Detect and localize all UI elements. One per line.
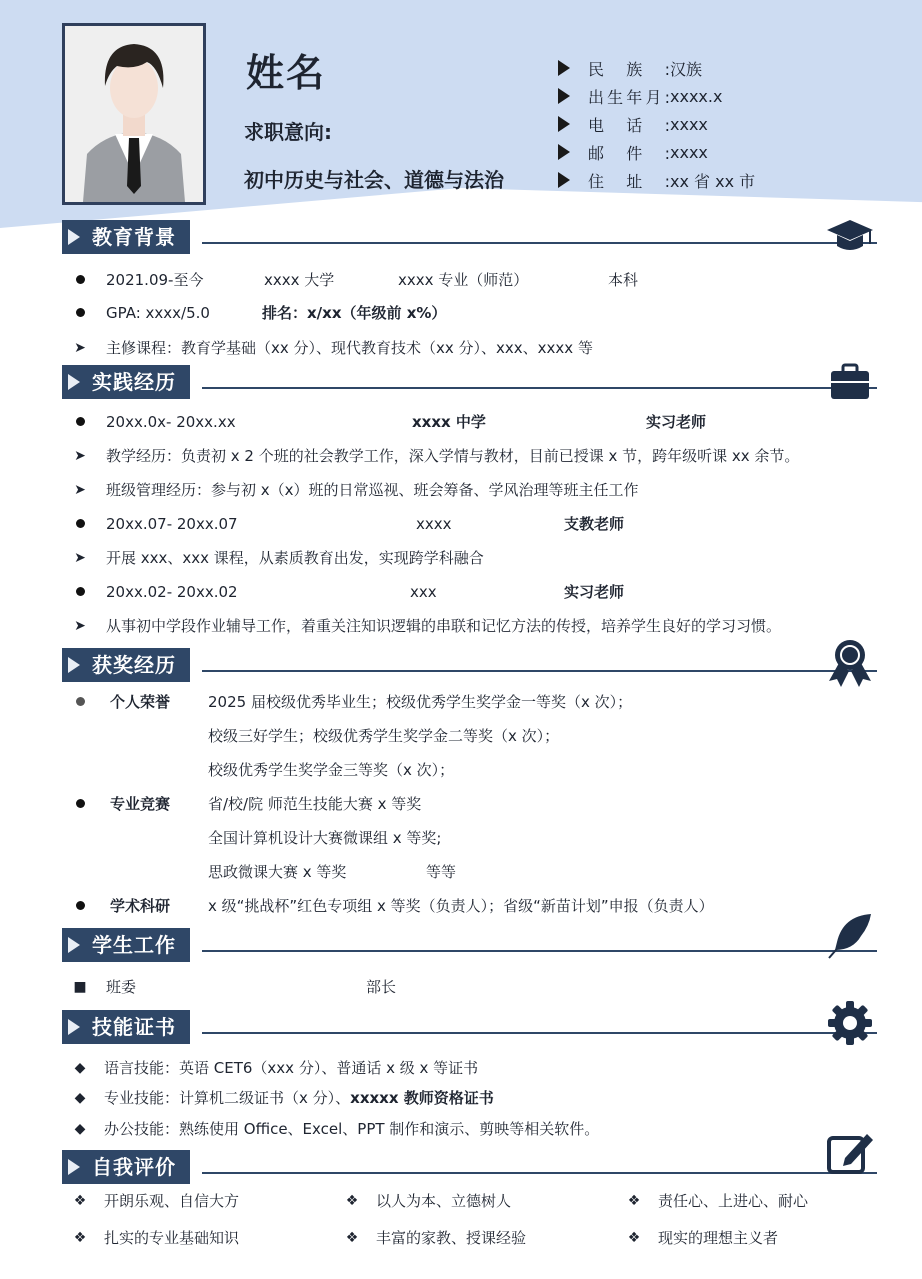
section-title: 自我评价 [62,1150,190,1184]
section-skills [62,1010,877,1044]
feather-icon [825,910,875,960]
section-divider [202,1032,877,1034]
info-row [558,54,898,82]
section-title: 学生工作 [62,928,190,962]
award-item: x 级“挑战杯”红色专项组 x 等奖（负责人）；省级“新苗计划”申报（负责人） [208,897,714,915]
edu-rank: 排名：x/xx（年级前 x%） [262,304,447,322]
skill-bold-text: xxxxx 教师资格证书 [350,1089,494,1107]
self-eval-item: 以人为本、立德树人 [376,1192,512,1210]
award-group-label: 个人荣誉 [110,693,171,711]
clover-bullet-icon: ❖ [73,1193,87,1209]
briefcase-icon [825,357,875,407]
personal-info [558,54,898,194]
skill-item: 语言技能：英语 CET6（xxx 分）、普通话 x 级 x 等证书 [104,1059,479,1077]
practice-period: 20xx.07- 20xx.07 [106,515,238,533]
edu-courses: 主修课程：教育学基础（xx 分）、现代教育技术（xx 分）、xxx、xxxx 等 [106,339,593,357]
dot-bullet-icon [76,697,85,706]
section-education [62,220,877,254]
info-row [558,82,898,110]
practice-period: 20xx.0x- 20xx.xx [106,413,236,431]
diamond-bullet-icon: ◆ [74,1121,86,1137]
award-ribbon-icon [825,634,875,690]
triangle-bullet-icon [558,116,570,132]
gear-icon [825,998,875,1048]
edu-school: xxxx 大学 [264,271,335,289]
section-student-work [62,928,877,962]
dot-bullet-icon [76,519,85,528]
award-item: 全国计算机设计大赛微课组 x 等奖; [208,829,442,847]
info-value: xxxx [670,114,708,134]
student-work-role: 部长 [366,978,397,996]
self-eval-item: 开朗乐观、自信大方 [104,1192,240,1210]
section-divider [202,387,877,389]
job-intent-value: 初中历史与社会、道德与法治 [244,168,504,192]
award-item: 2025 届校级优秀毕业生；校级优秀学生奖学金一等奖（x 次）； [208,693,633,711]
practice-role: 实习老师 [646,413,707,431]
award-item: 思政微课大赛 x 等奖 [208,863,347,881]
dot-bullet-icon [76,901,85,910]
info-value: 汉族 [670,59,703,79]
practice-detail: 开展 xxx、xxx 课程，从素质教育出发，实现跨学科融合 [106,549,484,567]
section-divider [202,242,877,244]
dot-bullet-icon [76,308,85,317]
arrow-bullet-icon: ➤ [74,340,86,356]
edit-icon [825,1128,875,1178]
info-value: xxxx [670,142,708,162]
dot-bullet-icon [76,799,85,808]
dot-bullet-icon [76,275,85,284]
practice-detail: 班级管理经历：参与初 x（x）班的日常巡视、班会筹备、学风治理等班主任工作 [106,481,639,499]
section-title: 获奖经历 [62,648,190,682]
practice-org: xxx [410,583,437,601]
arrow-bullet-icon: ➤ [74,618,86,634]
section-awards [62,648,877,682]
section-title: 技能证书 [62,1010,190,1044]
award-extra: 等等 [426,863,457,881]
self-eval-item: 责任心、上进心、耐心 [658,1192,809,1210]
practice-period: 20xx.02- 20xx.02 [106,583,238,601]
info-row [558,166,898,194]
skill-item: 办公技能：熟练使用 Office、Excel、PPT 制作和演示、剪映等相关软件。 [104,1120,600,1138]
student-work-item: 班委 [106,978,137,996]
skill-text: 专业技能：计算机二级证书（x 分）、 [104,1089,351,1107]
info-label: 电话: [588,115,670,135]
skill-item [104,1086,494,1110]
square-bullet-icon: ■ [73,979,87,995]
self-eval-item: 现实的理想主义者 [658,1229,779,1247]
award-item: 省/校/院 师范生技能大赛 x 等奖 [208,795,422,813]
edu-degree: 本科 [608,271,639,289]
section-self-eval [62,1150,877,1184]
edu-gpa: GPA: xxxx/5.0 [106,304,210,322]
info-label: 邮件: [588,143,670,163]
award-item: 校级优秀学生奖学金三等奖（x 次）； [208,761,455,779]
triangle-bullet-icon [558,144,570,160]
practice-org: xxxx 中学 [412,413,486,431]
info-label: 民族: [588,59,670,79]
award-group-label: 专业竞赛 [110,795,171,813]
clover-bullet-icon: ❖ [73,1230,87,1246]
triangle-bullet-icon [558,88,570,104]
triangle-bullet-icon [558,60,570,76]
self-eval-item: 扎实的专业基础知识 [104,1229,240,1247]
dot-bullet-icon [76,587,85,596]
arrow-bullet-icon: ➤ [74,448,86,464]
section-divider [202,670,877,672]
info-row [558,110,898,138]
award-item: 校级三好学生；校级优秀学生奖学金二等奖（x 次）； [208,727,560,745]
self-eval-item: 丰富的家教、授课经验 [376,1229,527,1247]
profile-photo [62,23,206,205]
dot-bullet-icon [76,417,85,426]
candidate-name: 姓名 [246,51,327,95]
arrow-bullet-icon: ➤ [74,550,86,566]
clover-bullet-icon: ❖ [627,1193,641,1209]
section-practice [62,365,877,399]
info-value: xxxx.x [670,86,723,106]
info-row [558,138,898,166]
graduation-cap-icon [825,212,875,262]
section-title: 实践经历 [62,365,190,399]
section-title: 教育背景 [62,220,190,254]
edu-major: xxxx 专业（师范） [398,271,529,289]
practice-detail: 教学经历：负责初 x 2 个班的社会教学工作，深入学情与教材，目前已授课 x 节，跨年级听课 xx 余节。 [106,447,800,465]
clover-bullet-icon: ❖ [345,1230,359,1246]
diamond-bullet-icon: ◆ [74,1090,86,1106]
practice-detail: 从事初中学段作业辅导工作，着重关注知识逻辑的串联和记忆方法的传授，培养学生良好的学习习惯。 [106,617,782,635]
clover-bullet-icon: ❖ [627,1230,641,1246]
info-value: xx 省 xx 市 [670,171,756,191]
info-label: 住址: [588,171,670,191]
practice-role: 支教老师 [564,515,625,533]
triangle-bullet-icon [558,172,570,188]
practice-org: xxxx [416,515,452,533]
arrow-bullet-icon: ➤ [74,482,86,498]
info-label: 出生年月: [588,87,670,107]
job-intent-label: 求职意向: [244,120,332,144]
diamond-bullet-icon: ◆ [74,1060,86,1076]
section-divider [202,1172,877,1174]
practice-role: 实习老师 [564,583,625,601]
edu-period: 2021.09-至今 [106,271,204,289]
award-group-label: 学术科研 [110,897,171,915]
section-divider [202,950,877,952]
clover-bullet-icon: ❖ [345,1193,359,1209]
